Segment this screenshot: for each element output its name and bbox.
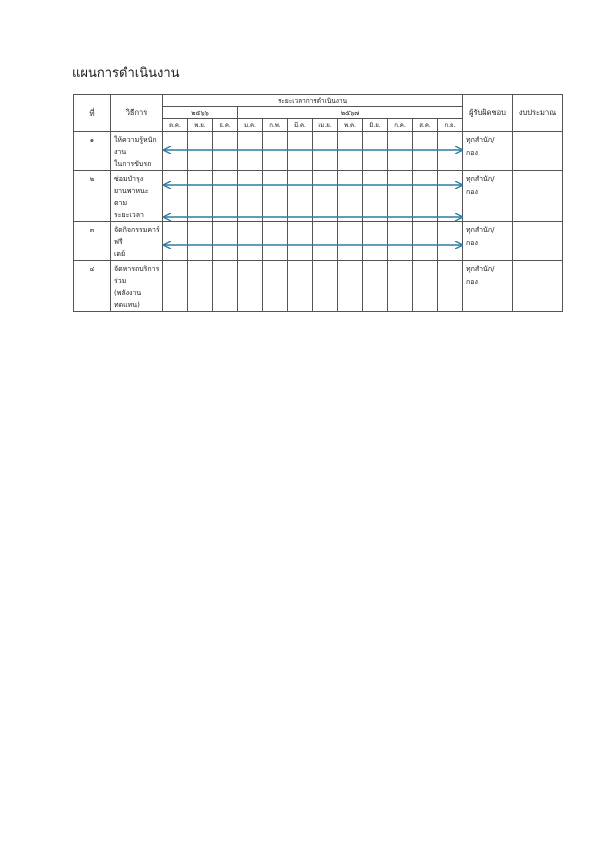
row-budget: [513, 132, 563, 171]
month-cell: มิ.ย.: [363, 119, 388, 132]
month-cell: พ.ค.: [338, 119, 363, 132]
row-method: ให้ความรู้หนักงาน ในการขับรถ: [111, 132, 163, 171]
table-row: [74, 222, 563, 261]
month-cell: พ.ย.: [188, 119, 213, 132]
month-cell: ก.ย.: [438, 119, 463, 132]
row-number: ๓: [74, 222, 111, 261]
row-budget: [513, 222, 563, 261]
row-budget: [513, 261, 563, 312]
row-method: จัดกิจกรรมคาร์ฟรี เดย์: [111, 222, 163, 261]
month-cell: ม.ค.: [238, 119, 263, 132]
row-responsible: ทุกสำนัก/ กอง: [463, 261, 513, 312]
month-cell: ธ.ค.: [213, 119, 238, 132]
row-number: ๒: [74, 171, 111, 222]
header-year-2566: ๒๕๖๖: [163, 107, 238, 119]
row-responsible: ทุกสำนัก/ กอง: [463, 222, 513, 261]
header-year-2567: ๒๕๖๗: [238, 107, 463, 119]
table-row: [74, 132, 563, 171]
month-cell: ส.ค.: [413, 119, 438, 132]
page-title: แผนการดำเนินงาน: [72, 66, 180, 81]
month-cell: ต.ค.: [163, 119, 188, 132]
month-cell: ก.ค.: [388, 119, 413, 132]
month-cell: เม.ย.: [313, 119, 338, 132]
header-responsible: ผู้รับผิดชอบ: [463, 95, 513, 132]
header-budget: งบประมาณ: [513, 95, 563, 132]
row-method: ซ่อมบำรุง ยานพาหนะตาม ระยะเวลา: [111, 171, 163, 222]
table-row: [74, 171, 563, 222]
row-number: ๑: [74, 132, 111, 171]
table-row: [74, 261, 563, 312]
row-method: จัดหารถบริการร่วม (พลังงานทดแทน): [111, 261, 163, 312]
row-responsible: ทุกสำนัก/ กอง: [463, 132, 513, 171]
month-cell: มี.ค.: [288, 119, 313, 132]
header-period: ระยะเวลาการดำเนินงาน: [163, 95, 463, 107]
header-method: วิธีการ: [111, 95, 163, 132]
row-budget: [513, 171, 563, 222]
month-cell: ก.พ.: [263, 119, 288, 132]
row-number: ๔: [74, 261, 111, 312]
plan-table: [73, 94, 563, 312]
header-no: ที่: [74, 95, 111, 132]
row-responsible: ทุกสำนัก/ กอง: [463, 171, 513, 222]
